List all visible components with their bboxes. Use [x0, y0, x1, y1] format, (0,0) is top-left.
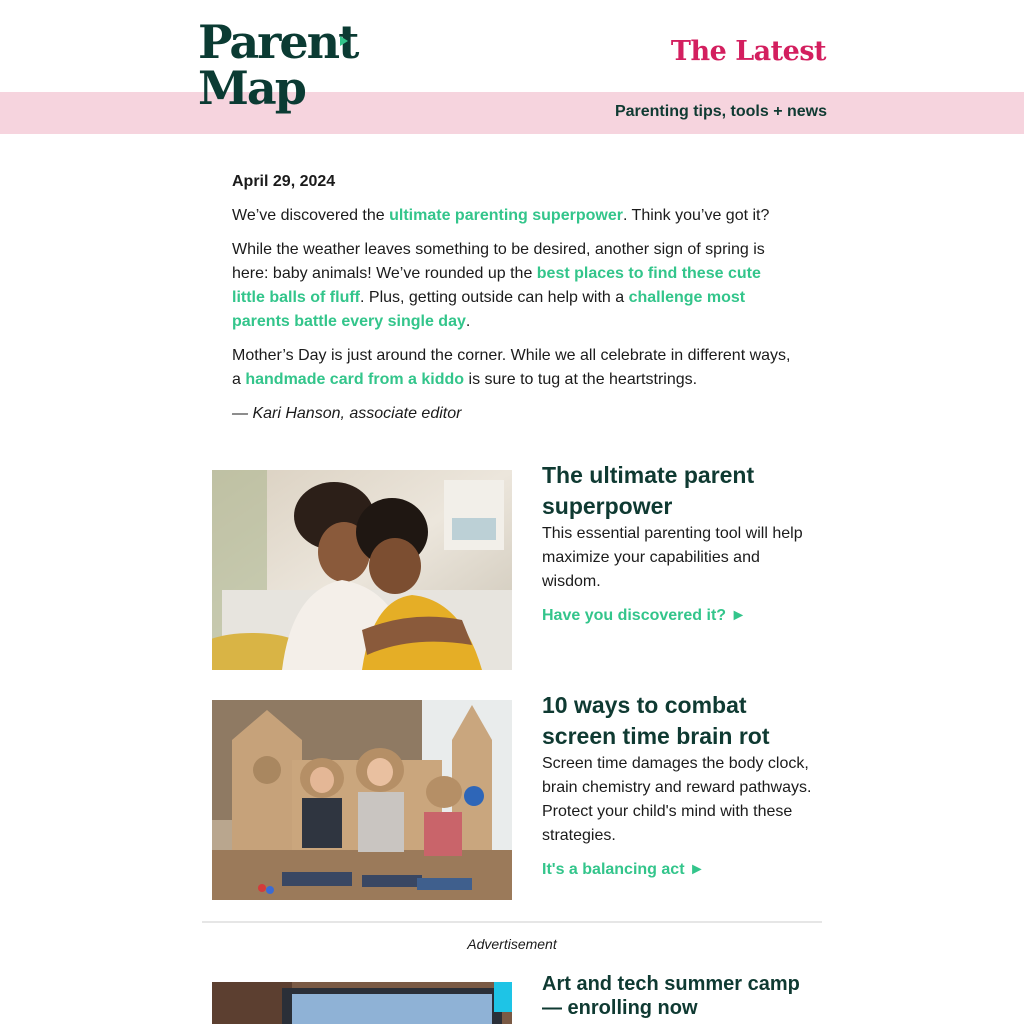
intro-paragraph-3: [232, 344, 792, 392]
advertisement-label: Advertisement: [467, 936, 557, 952]
mother-daughter-hug-photo: [212, 470, 512, 670]
parentmap-logo[interactable]: [198, 14, 358, 122]
article-card-superpower: [542, 460, 822, 628]
intro-text: . Plus, getting outside can help with a: [360, 289, 629, 306]
logo-play-icon: [340, 36, 348, 46]
tagline-band: [0, 92, 1024, 134]
handmade-card-link[interactable]: handmade card from a kiddo: [245, 371, 465, 388]
intro-text: .: [465, 313, 471, 330]
article-image-superpower[interactable]: [212, 470, 512, 670]
ad-image[interactable]: [212, 982, 512, 1024]
section-title: The Latest: [670, 36, 826, 67]
logo-line-parent: Parent: [198, 15, 358, 69]
parent-challenge-link[interactable]: challenge most parents battle every single day: [232, 289, 746, 330]
logo-line-map: Map: [198, 61, 305, 115]
issue-date: April 29, 2024: [232, 173, 336, 190]
intro-text: . Think you’ve got it?: [622, 207, 770, 224]
editor-signoff: — Kari Hanson, associate editor: [232, 405, 462, 422]
article-cta-link[interactable]: Have you discovered it? ►: [542, 607, 747, 624]
header: [0, 0, 1024, 92]
intro-text: is sure to tug at the heartstrings.: [464, 371, 698, 388]
baby-animals-link[interactable]: best places to find these cute little balls of fluff: [232, 265, 761, 306]
intro-text: Mother’s Day is just around the corner. While we all celebrate in different ways, a: [232, 347, 791, 388]
article-card-screen-time: [542, 690, 822, 882]
kid-laptop-photo: [212, 982, 512, 1024]
article-image-screen-time[interactable]: [212, 700, 512, 900]
tagline: Parenting tips, tools + news: [614, 103, 827, 120]
intro-section: [232, 170, 792, 436]
intro-text: While the weather leaves something to be desired, another sign of spring is here: baby animals! We’ve rounded up the: [232, 241, 765, 282]
article-description: This essential parenting tool will help maximize your capabilities and wisdom.: [542, 525, 803, 590]
intro-paragraph-1: [232, 204, 792, 228]
intro-text: We’ve discovered the: [232, 207, 390, 224]
ad-title[interactable]: Art and tech summer camp — enrolling now: [542, 973, 800, 1019]
kids-cardboard-rocket-photo: [212, 700, 512, 900]
article-title[interactable]: The ultimate parent superpower: [542, 462, 755, 519]
intro-paragraph-2: [232, 238, 792, 334]
article-cta-link[interactable]: It's a balancing act ►: [542, 861, 705, 878]
section-divider: [202, 921, 822, 923]
ad-card: [542, 972, 822, 1020]
article-title[interactable]: 10 ways to combat screen time brain rot: [542, 692, 770, 749]
superpower-link[interactable]: ultimate parenting superpower: [389, 207, 623, 224]
article-description: Screen time damages the body clock, brain chemistry and reward pathways. Protect your child's mind with these strategies.: [542, 755, 812, 844]
